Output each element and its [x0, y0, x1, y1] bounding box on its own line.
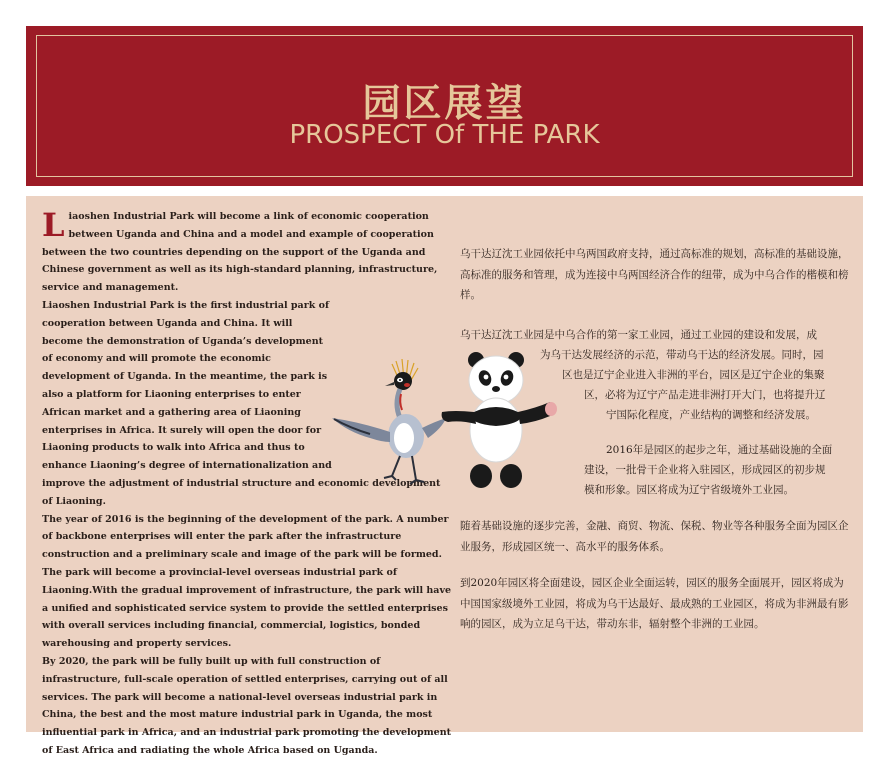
title-english: PROSPECT Of THE PARK: [289, 120, 600, 150]
english-paragraph-2: Liaoshen Industrial Park is the first industrial park of cooperation between Uganda and China. It will become the demonstration of Uganda’s development of economy and will promote the economic development of Uganda. In the meantime, the park is also a platform for Liaoning enterprises to enter African market and a gathering area of Liaoning enterprises in Africa. It surely will open the door for Liaoning products to walk into Africa and thus to enhance Liaoning’s degree of internationalization and improve the adjustment of industrial structure and economic development of Liaoning.: [42, 297, 454, 511]
chinese-paragraph-2-line-5: 宁国际化程度，产业结构的调整和经济发展。: [606, 409, 816, 421]
chinese-paragraph-1: 乌干达辽沈工业园依托中乌两国政府支持，通过高标准的规划，高标准的基础设施，高标准的服务和管理，成为连接中乌两国经济合作的纽带，成为中乌合作的楷模和榜样。: [460, 248, 849, 301]
chinese-paragraph-2-line-3: 区也是辽宁企业进入非洲的平台，园区是辽宁企业的集聚: [562, 369, 825, 381]
english-paragraph-4: By 2020, the park will be fully built up with full construction of infrastructure, full-scale operation of settled enterprises, carrying out of all services. The park will become a national-level overseas industrial park in China, the best and the most mature industrial park in Uganda, the most influential park in Africa, and an industrial park promoting the development of East Africa and radiating the whole Africa based on Uganda.: [42, 655, 451, 756]
crowned-crane-mascot: [332, 359, 446, 484]
chinese-paragraph-3-line-1: 2016年是园区的起步之年，通过基础设施的全面: [606, 444, 833, 456]
chinese-paragraph-3-line-3: 模和形象。园区将成为辽宁省级境外工业园。: [584, 484, 794, 496]
chinese-paragraph-2-line-2: 为乌干达发展经济的示范，带动乌干达的经济发展。同时，园: [540, 349, 824, 361]
panda-mascot: [442, 352, 557, 488]
chinese-paragraph-2-line-4: 区，必将为辽宁产品走进非洲打开大门，也将提升辽: [584, 389, 826, 401]
chinese-paragraph-2-line-1: 乌干达辽沈工业园是中乌合作的第一家工业园，通过工业园的建设和发展，成: [460, 329, 817, 341]
chinese-paragraph-4: 随着基础设施的逐步完善，金融、商贸、物流、保税、物业等各种服务全面为园区企业服务，形成园区统一、高水平的服务体系。: [460, 520, 849, 553]
chinese-paragraph-3-line-2: 建设，一批骨干企业将入驻园区，形成园区的初步规: [584, 464, 826, 476]
mascots-illustration: [330, 352, 560, 494]
chinese-paragraph-5: 到2020年园区将全面建设，园区企业全面运转，园区的服务全面展开，园区将成为中国国家级境外工业园，将成为乌干达最好、最成熟的工业园区，将成为非洲最有影响的园区，成为立足乌干达，带动东非，辐射整个非洲的工业园。: [460, 577, 849, 630]
english-paragraph-3: The year of 2016 is the beginning of the development of the park. A number of backbone enterprises will enter the park after the infrastructure construction and a preliminary scale and image of the park will be formed. The park will become a provincial-level overseas industrial park of Liaoning.With the gradual improvement of infrastructure, the park will have a unified and sophisticated service system to provide the settled enterprises with overall services including financial, commercial, logistics, bonded warehousing and property services.: [42, 513, 452, 650]
english-paragraph-1: L iaoshen Industrial Park will become a link of economic cooperation between Uganda and China and a model and example of cooperation between the two countries depending on the support of the Uganda and Chinese government as well as its high-standard planning, infrastructure, service and management.: [42, 206, 438, 294]
title-chinese: 园区展望: [362, 80, 527, 125]
drop-cap-letter: L: [42, 206, 65, 244]
header-banner: [26, 26, 863, 186]
